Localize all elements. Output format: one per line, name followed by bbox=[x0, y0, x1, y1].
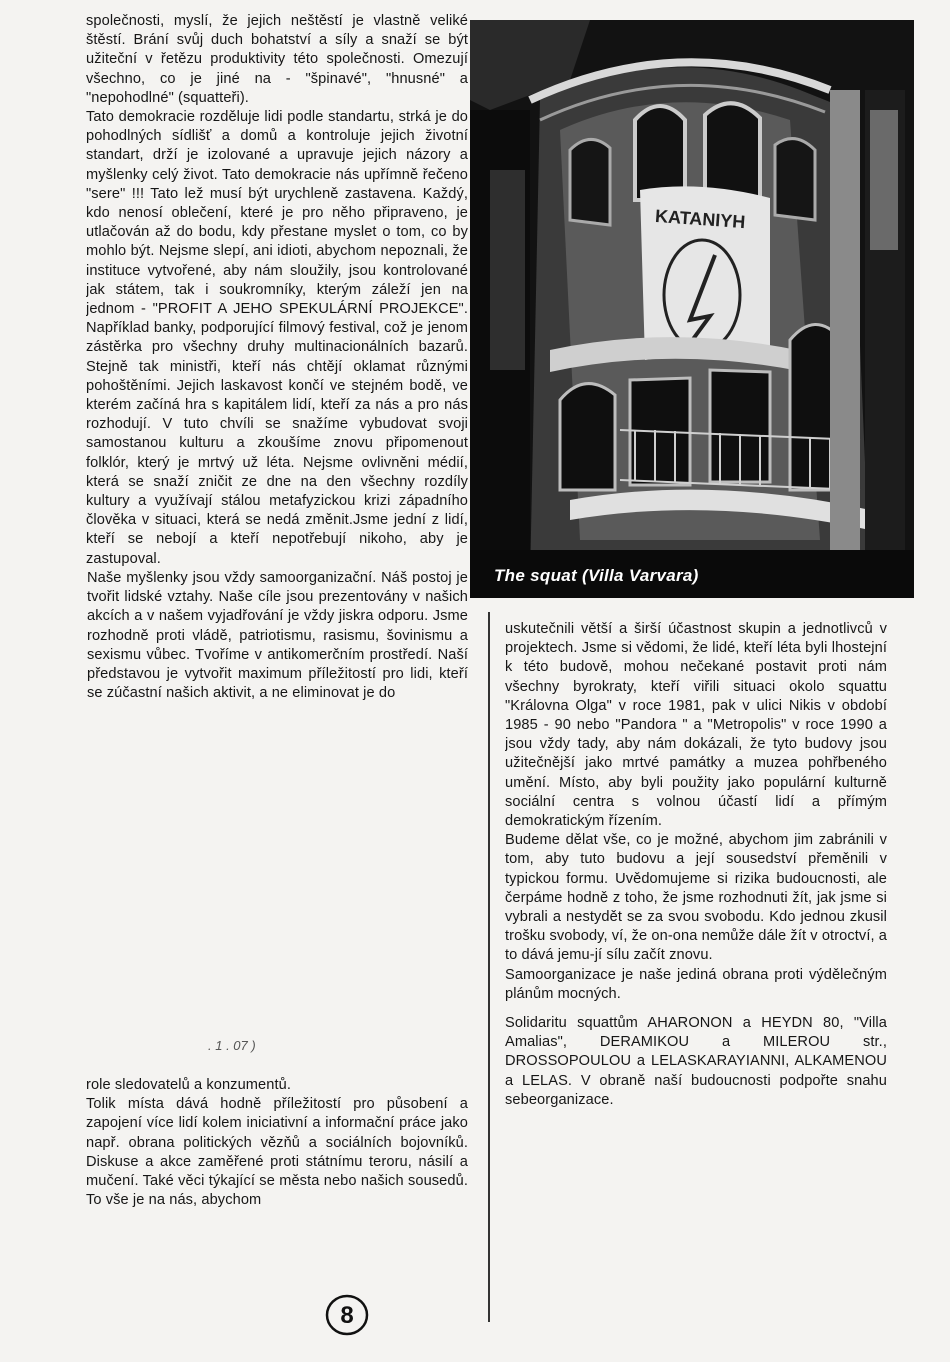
page-number-mark bbox=[322, 1290, 372, 1340]
paragraph: Samoorganizace je naše jediná obrana proti výdělečným plánům mocných. bbox=[505, 966, 887, 1002]
marginal-note: . 1 . 07 ) bbox=[208, 1038, 256, 1053]
paragraph: Solidaritu squattům AHARONON a HEYDN 80, "Villa Amalias", DERAMIKOU a MILEROU str., DROSSOPOULOU a LELASKARAYIANNI, ALKAMENOU a LELAS. V obraně naší budoucnosti podpořte snahu sebeorganizace. bbox=[505, 1015, 887, 1108]
building-illustration bbox=[470, 20, 914, 598]
page-number bbox=[322, 1290, 372, 1340]
squat-photo bbox=[470, 20, 914, 598]
banner-text: KATANIYH bbox=[654, 205, 746, 233]
photo-caption: The squat (Villa Varvara) bbox=[494, 566, 699, 585]
paragraph: role sledovatelů a konzumentů. bbox=[86, 1077, 292, 1093]
paragraph: společnosti, myslí, že jejich neštěstí je vlastně veliké štěstí. Brání svůj duch bohatství a síly a snaží se být užiteční v řetězu produktivity této společnosti. Omezují všechno, co je jiné na - "špinavé", "hnusné" a "nepohodlné" (squatteři). bbox=[86, 13, 468, 106]
left-column-top bbox=[86, 12, 468, 1032]
paragraph: Tato demokracie rozděluje lidi podle standartu, strká je do pohodlných sídlišť a domů a kontroluje jejich životní standart, drží je izolované a upravuje jejich názory a myšlenky celý život. Tato demokracie nás upřímně řečeno "sere" !!! Tato lež musí být urychleně zastavena. Každý, kdo nenosí oblečení, které je pro něho připraveno, je utlačován až do bodu, kdy přestane myslet o tom, co by mohlo být. Nejsme slepí, ani idioti, abychom nepoznali, že instituce vytvořené, aby nám sloužily, jsou kontrolované jak státem, tak i soukromníky, kterým záleží jen na jednom - "PROFIT A JEHO SPEKULÁRNÍ PROJEKCE". Například banky, podporující filmový festival, což je jenom zástěrka pro všechny druhy multinacionálních bazarů. Stejně tak ministři, kteří nás chtějí oklamat různými pohoštěními. Jejich laskavost končí ve stejném bodě, ve kterém začíná hra s kapitálem lidí, kteří za nás a pro nás rozhodují. V tuto chvíli se snažíme vybudovat svoji samostanou kulturu a zkoušíme znovu připomenout folklór, který je mrtvý už léta. Nejsme ovlivněni médií, která se snaží zničit ze dne na den všechny rozdíly kultury a využívají stálou metafyzickou krizi západního člověka v situaci, která se nedá změnit.Jsme jední z lidí, kteří se nebojí a kteří nepotřebují nikoho, aby je zastupoval. bbox=[86, 109, 468, 567]
right-column bbox=[505, 620, 887, 1320]
paragraph: Tolik místa dává hodně příležitostí pro působení a zapojení více lidí kolem iniciativní a informační práce jako např. obrana politických vězňů a sociálních bojovníků. Diskuse a akce zaměřené proti státnímu teroru, násilí a mučení. Také věci týkající se města nebo našich sousedů. To vše je na nás, abychom bbox=[86, 1096, 468, 1209]
paragraph: uskutečnili větší a širší účastnost skupin a jednotlivců v projektech. Jsme si vědomi, že lidé, kteří léta byli lhostejní k této budově, mohou nečekané postavit proti nám všechny byrokraty, kteří viřili situaci okolo squattu "Královna Olga" v roce 1981, pak v ulici Nikis v období 1985 - 90 nebo "Pandora " a "Metropolis" v roce 1990 a jsou vždy tady, aby nám dokázali, že tyto budovy jsou užitečnější jako mrtvé památky a muzea pohřbeného umění. Místo, aby byli použity jako populární kulturně sociální centra s volnou účastí lidí a přímým demokratickým řízením. bbox=[505, 621, 887, 830]
page-number-text: 8 bbox=[340, 1302, 354, 1329]
left-column-bottom bbox=[86, 1076, 468, 1266]
paragraph: Naše myšlenky jsou vždy samoorganizační. Náš postoj je tvořit lidské vztahy. Naše cíle jsou prezentovány v našich akcích a v našem vyjadřování je vždy jiskra odporu. Jsme rozhodně proti vládě, patriotismu, rasismu, šovinismu a sexismu vůbec. Tvoříme v antikomerčním prostředí. Naší představou je vytvořit maximum příležitostí pro lidi, kteří se zúčastní našich aktivit, a ne eliminovat je do bbox=[86, 569, 468, 703]
column-divider bbox=[488, 612, 490, 1322]
paragraph: Budeme dělat vše, co je možné, abychom jim zabránili v tom, aby tuto budovu a její sousedství přeměnili v typickou formu. Uvědomujeme si rizika budoucnosti, ale čerpáme hodně z toho, že jsme rozhodnuti žít, jak jsme si vybrali a nestydět se za svou svobodu. Kdo jednou zkusil trošku svobody, ví, že on-ona nemůže dále žít v otroctví, a to dává jemu-jí sílu začít znovu. bbox=[505, 832, 887, 964]
